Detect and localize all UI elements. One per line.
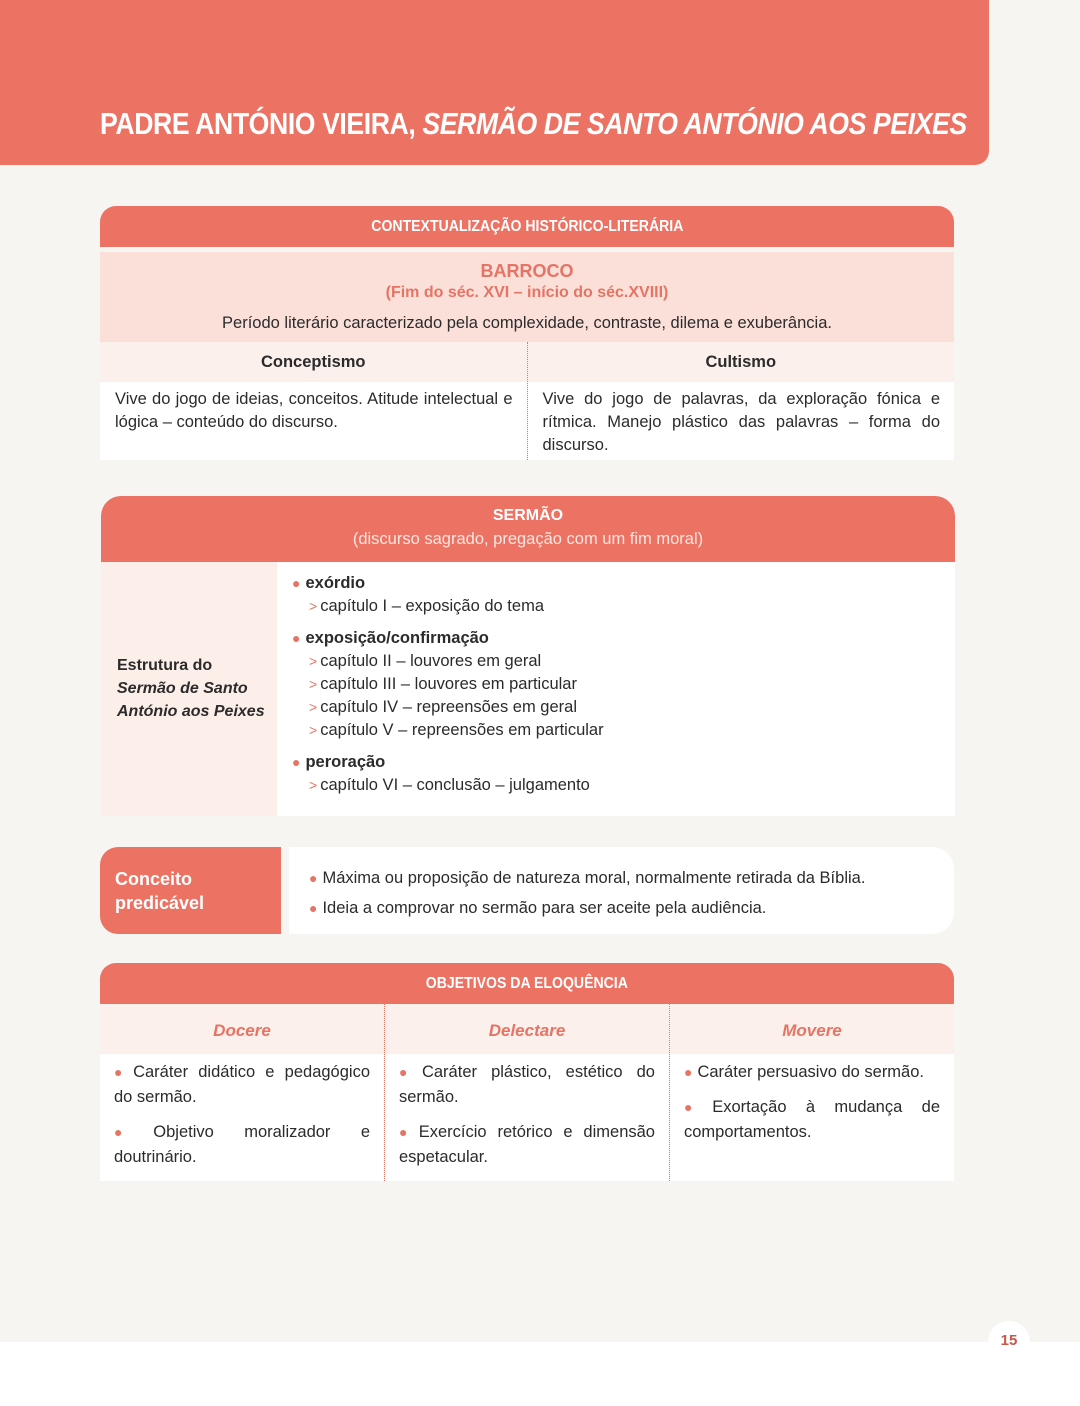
chapter-item: [292, 595, 955, 618]
page-footer: [0, 1342, 1080, 1406]
part-exposicao: [292, 627, 955, 742]
objetivos-columns: [100, 1004, 954, 1181]
objetivos-heading: [100, 963, 954, 1004]
chevron-right-icon: >: [309, 653, 318, 669]
bullet-text: Máxima ou proposição de natureza moral, normalmente retirada da Bíblia.: [322, 869, 866, 887]
title-work: SERMÃO DE SANTO ANTÓNIO AOS PEIXES: [422, 106, 967, 141]
column-body: [385, 1054, 669, 1181]
list-item: [684, 1060, 940, 1085]
bullet-text: Exercício retórico e dimensão espetacular.: [399, 1123, 655, 1166]
column-conceptismo: [100, 342, 527, 460]
page-title: [100, 106, 967, 142]
period-description: Período literário caracterizado pela complexidade, contraste, dilema e exuberância.: [222, 314, 832, 332]
bullet-text: Caráter didático e pedagógico do sermão.: [114, 1063, 370, 1106]
chapter-text: capítulo IV – repreensões em geral: [320, 698, 578, 716]
part-title-text: peroração: [305, 753, 386, 771]
period-name: BARROCO: [480, 261, 574, 281]
column-movere: [669, 1004, 954, 1181]
conceito-label-line: Conceito: [115, 869, 193, 889]
part-title: [292, 627, 955, 650]
chapter-item: [292, 719, 955, 742]
chapter-item: [292, 650, 955, 673]
bullet-icon: ●: [399, 1064, 417, 1080]
style-columns: [100, 342, 954, 460]
chevron-right-icon: >: [309, 699, 318, 715]
barroco-panel: [100, 252, 954, 342]
title-author: PADRE ANTÓNIO VIEIRA,: [100, 106, 423, 141]
bullet-text: Caráter plástico, estético do sermão.: [399, 1063, 655, 1106]
conceito-bullet: [309, 863, 954, 893]
list-item: [114, 1120, 370, 1170]
page-number: 15: [988, 1321, 1030, 1363]
objetivos-heading-text: OBJETIVOS DA ELOQUÊNCIA: [425, 975, 629, 992]
structure-label: [101, 562, 277, 816]
bullet-icon: ●: [114, 1064, 129, 1080]
part-title: [292, 572, 955, 595]
chevron-right-icon: >: [309, 777, 318, 793]
conceito-section: [100, 847, 954, 934]
part-title: [292, 751, 955, 774]
bullet-text: Objetivo moralizador e doutrinário.: [114, 1123, 370, 1166]
column-title: Delectare: [385, 1004, 669, 1054]
list-item: [399, 1060, 655, 1110]
title-banner: [0, 0, 989, 165]
structure-label-line: Sermão de Santo: [117, 680, 248, 697]
column-text: Vive do jogo de palavras, da exploração fónica e rítmica. Manejo plástico das palavras – forma do discurso.: [528, 382, 955, 460]
period-dates: (Fim do séc. XVI – início do séc.XVIII): [385, 284, 669, 301]
sermao-title: SERMÃO: [492, 507, 564, 524]
bullet-icon: ●: [114, 1124, 149, 1140]
conceito-label-line: predicável: [115, 893, 205, 913]
chevron-right-icon: >: [309, 598, 318, 614]
chapter-text: capítulo V – repreensões em particular: [320, 721, 604, 739]
list-item: [399, 1120, 655, 1170]
column-delectare: [384, 1004, 669, 1181]
part-peroracao: [292, 751, 955, 797]
bullet-text: Ideia a comprovar no sermão para ser aceite pela audiência.: [322, 899, 767, 917]
part-title-text: exórdio: [305, 574, 366, 592]
bullet-icon: ●: [309, 870, 318, 886]
bullet-icon: ●: [292, 754, 301, 770]
bullet-icon: ●: [684, 1099, 708, 1115]
column-title: Movere: [670, 1004, 954, 1054]
chevron-right-icon: >: [309, 722, 318, 738]
chevron-right-icon: >: [309, 676, 318, 692]
column-title: Conceptismo: [100, 342, 527, 382]
context-section: [100, 206, 954, 460]
chapter-item: [292, 774, 955, 797]
chapter-item: [292, 673, 955, 696]
list-item: [114, 1060, 370, 1110]
part-exordio: [292, 572, 955, 618]
column-docere: [100, 1004, 384, 1181]
conceito-bullet: [309, 893, 954, 923]
column-body: [670, 1054, 954, 1181]
conceito-label: [100, 847, 281, 934]
structure-label-line: Estrutura do: [117, 657, 213, 674]
context-heading-text: CONTEXTUALIZAÇÃO HISTÓRICO-LITERÁRIA: [370, 218, 684, 235]
structure-label-line: António aos Peixes: [117, 703, 265, 720]
chapter-text: capítulo VI – conclusão – julgamento: [320, 776, 590, 794]
column-body: [100, 1054, 384, 1181]
chapter-text: capítulo II – louvores em geral: [320, 652, 542, 670]
column-text: Vive do jogo de ideias, conceitos. Atitude intelectual e lógica – conteúdo do discurso.: [100, 382, 527, 460]
conceito-bullets: [289, 847, 954, 934]
context-heading: [100, 206, 954, 247]
sermao-subtitle: (discurso sagrado, pregação com um fim moral): [352, 530, 704, 548]
bullet-text: Exortação à mudança de comportamentos.: [684, 1098, 940, 1141]
sermao-body: [101, 562, 955, 816]
bullet-icon: ●: [292, 575, 301, 591]
objetivos-section: [100, 963, 954, 1181]
sermao-heading: [101, 496, 955, 562]
list-item: [684, 1095, 940, 1145]
chapter-text: capítulo III – louvores em particular: [320, 675, 577, 693]
bullet-icon: ●: [399, 1124, 414, 1140]
sermao-section: [101, 496, 955, 816]
chapter-item: [292, 696, 955, 719]
bullet-icon: ●: [684, 1064, 693, 1080]
part-title-text: exposição/confirmação: [305, 629, 489, 647]
chapter-text: capítulo I – exposição do tema: [320, 597, 544, 615]
bullet-icon: ●: [292, 630, 301, 646]
bullet-text: Caráter persuasivo do sermão.: [697, 1063, 924, 1081]
structure-list: [277, 562, 955, 816]
column-title: Docere: [100, 1004, 384, 1054]
column-title: Cultismo: [528, 342, 955, 382]
column-cultismo: [527, 342, 955, 460]
bullet-icon: ●: [309, 900, 318, 916]
